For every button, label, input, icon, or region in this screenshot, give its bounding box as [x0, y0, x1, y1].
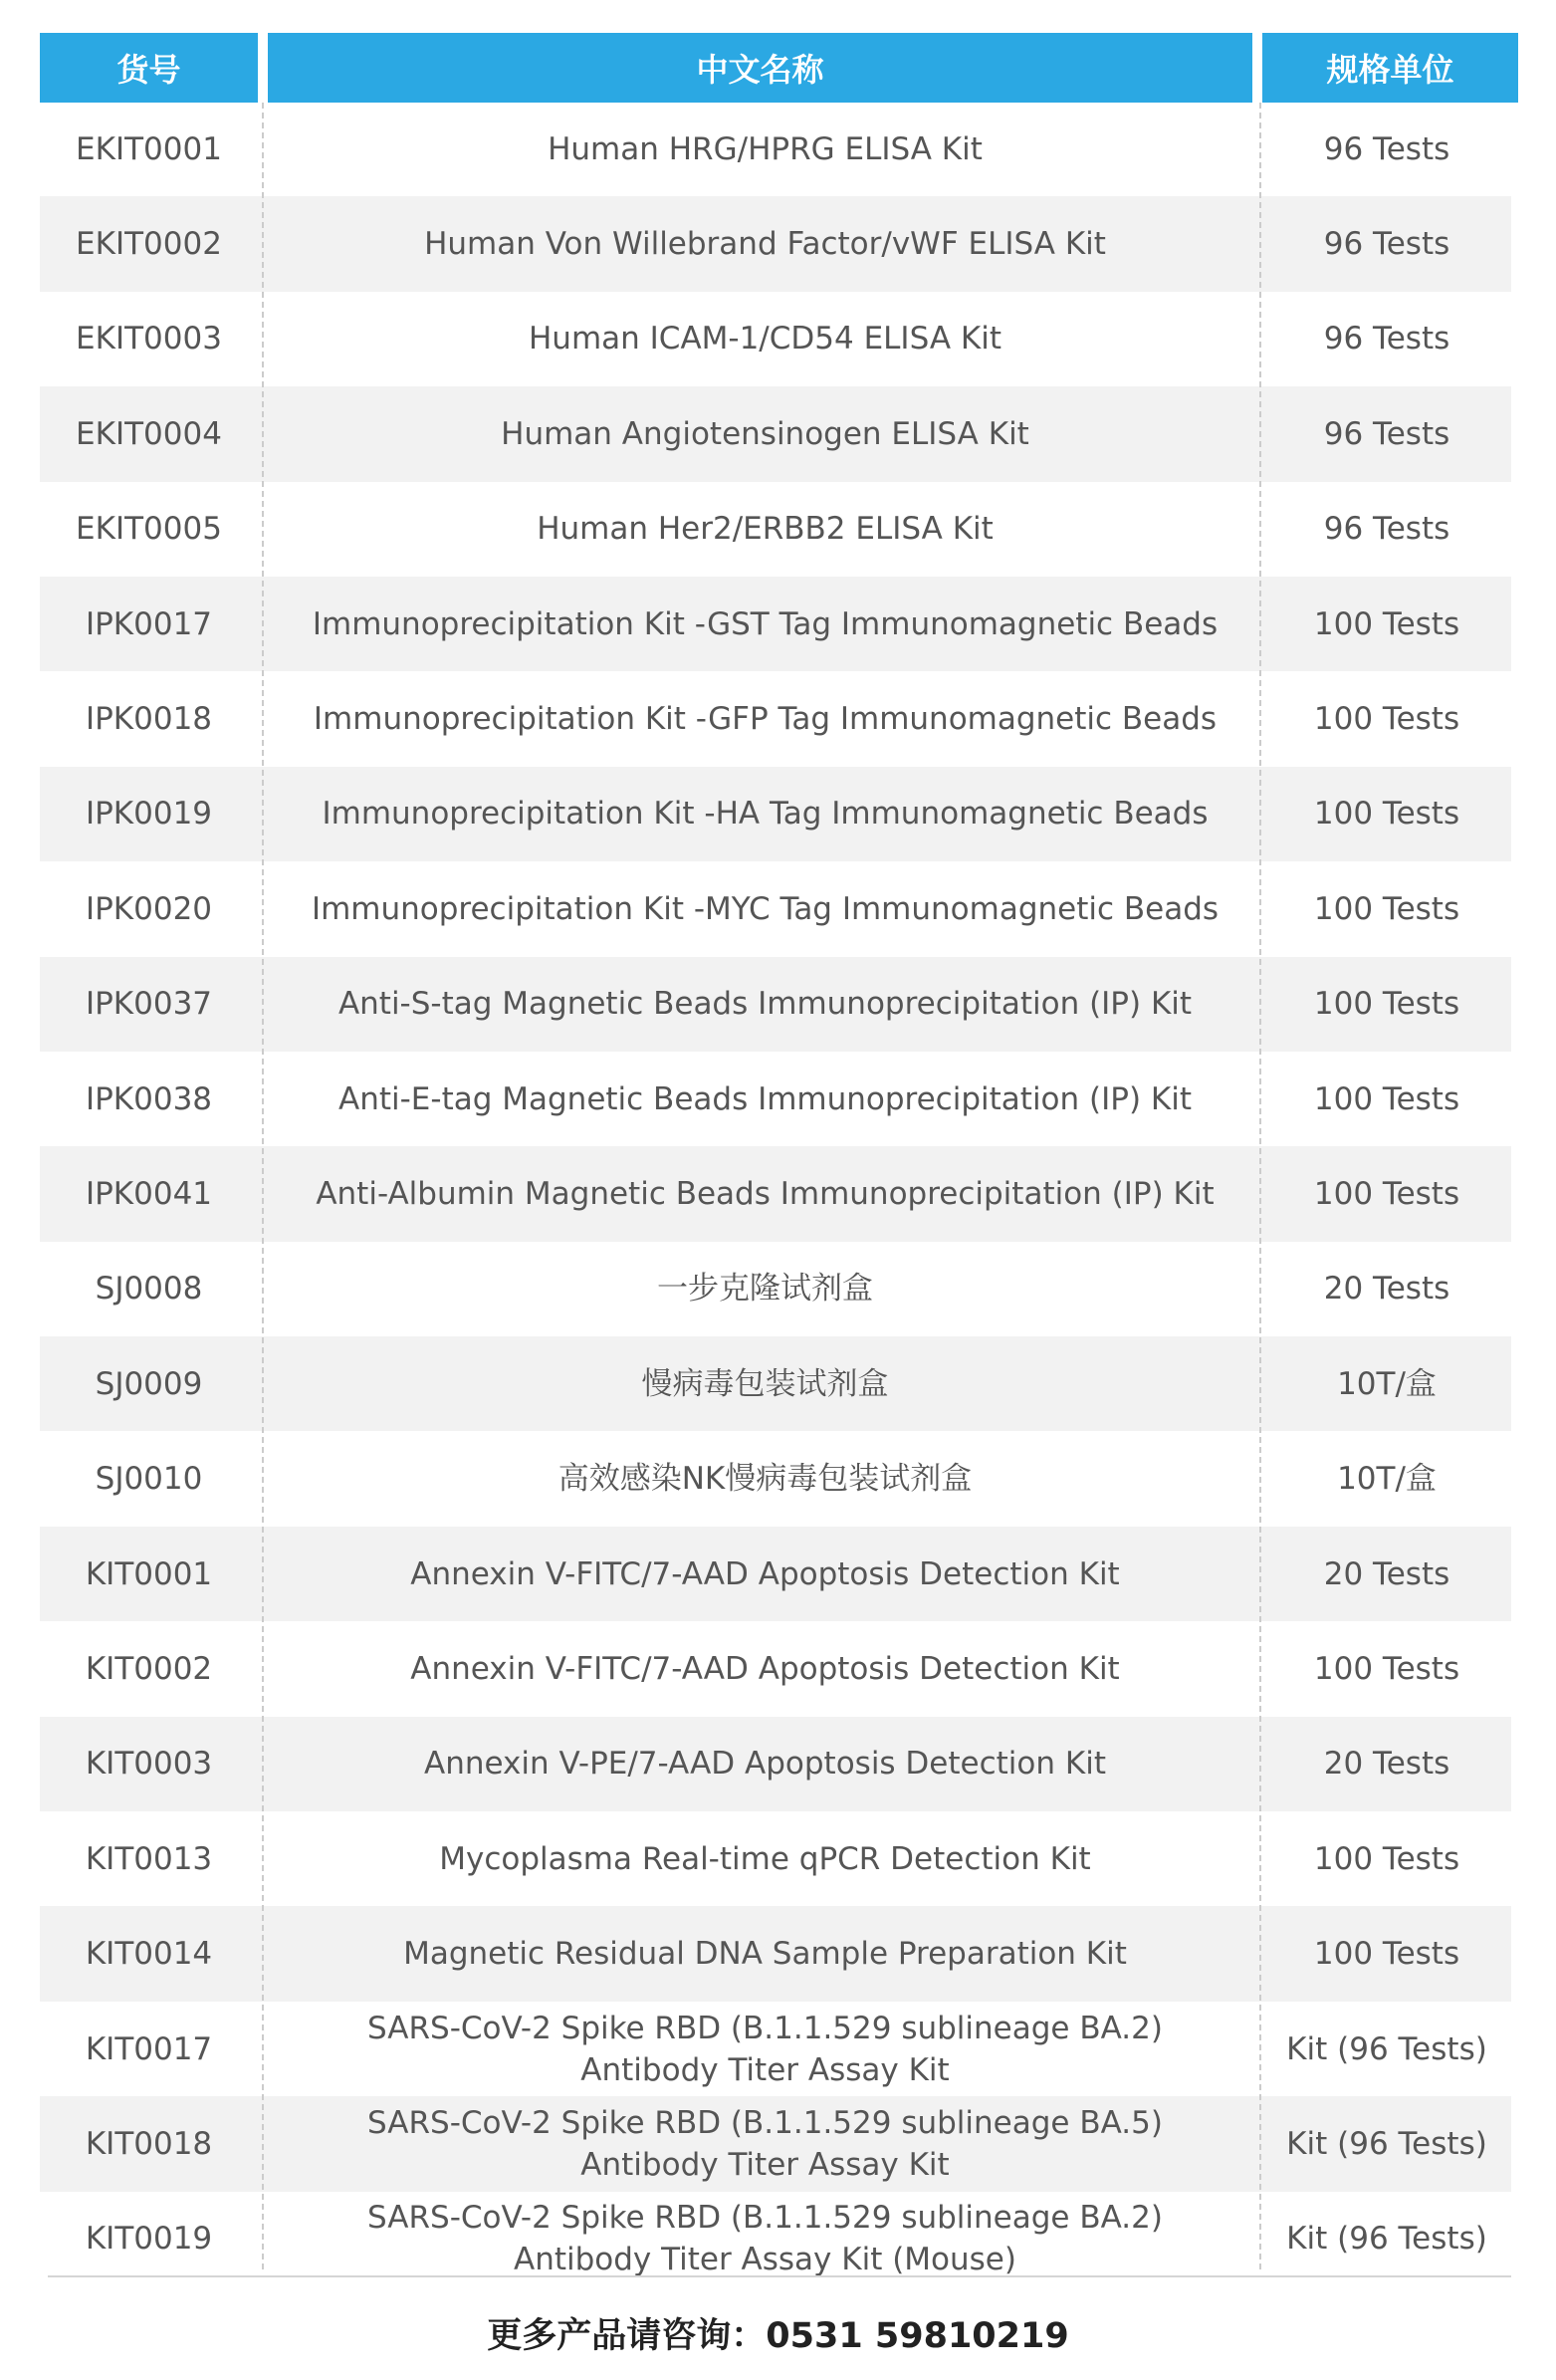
spec-unit: 100 Tests [1313, 1175, 1460, 1212]
table-row [40, 102, 1511, 196]
table-row [40, 1336, 1511, 1431]
spec-unit: 100 Tests [1313, 1650, 1460, 1687]
product-name: Annexin V-FITC/7-AAD Apoptosis Detection Kit [410, 1555, 1120, 1592]
product-name: Immunoprecipitation Kit -MYC Tag Immunomagnetic Beads [311, 890, 1220, 927]
item-code: EKIT0003 [76, 321, 222, 357]
item-code: EKIT0001 [76, 130, 222, 167]
item-code: SJ0009 [95, 1365, 203, 1402]
table-row [40, 861, 1511, 956]
item-code: IPK0041 [85, 1175, 213, 1212]
spec-unit: 96 Tests [1323, 321, 1450, 357]
column-divider [262, 103, 264, 2269]
table-row [40, 1717, 1511, 1811]
table-row [40, 1052, 1511, 1146]
spec-unit: 100 Tests [1313, 1840, 1460, 1877]
item-code: IPK0037 [85, 986, 213, 1023]
spec-unit: Kit (96 Tests) [1286, 2125, 1487, 2162]
spec-unit: 20 Tests [1323, 1555, 1450, 1592]
product-name: Human HRG/HPRG ELISA Kit [548, 130, 983, 167]
spec-unit: 10T/盒 [1337, 1365, 1437, 1402]
product-name: SARS-CoV-2 Spike RBD (B.1.1.529 sublineage BA.2) Antibody Titer Assay Kit (Mouse) [367, 2200, 1163, 2278]
product-name: 慢病毒包装试剂盒 [641, 1365, 889, 1402]
item-code: IPK0020 [85, 890, 213, 927]
table-row [40, 196, 1511, 291]
item-code: SJ0008 [95, 1271, 203, 1308]
product-name: Magnetic Residual DNA Sample Preparation Kit [403, 1936, 1127, 1973]
product-name: Human Von Willebrand Factor/vWF ELISA Kit [424, 226, 1106, 263]
item-code: EKIT0004 [76, 415, 222, 452]
column-divider [1259, 103, 1261, 2269]
spec-unit: 100 Tests [1313, 605, 1460, 642]
spec-unit: 100 Tests [1313, 986, 1460, 1023]
table-row [40, 957, 1511, 1052]
product-name: Immunoprecipitation Kit -GST Tag Immunomagnetic Beads [312, 605, 1219, 642]
table-row [40, 1527, 1511, 1621]
contact-footer: 更多产品请咨询：0531 59810219 [487, 2316, 1069, 2356]
item-code: KIT0019 [85, 2221, 213, 2258]
spec-unit: 96 Tests [1323, 226, 1450, 263]
product-name: Immunoprecipitation Kit -HA Tag Immunomagnetic Beads [322, 796, 1209, 833]
item-code: KIT0001 [85, 1555, 213, 1592]
item-code: IPK0018 [85, 701, 213, 738]
table-row [40, 1146, 1511, 1241]
item-code: KIT0017 [85, 2030, 213, 2067]
table-row [40, 1621, 1511, 1716]
table-row [40, 2002, 1511, 2096]
table-row [40, 1906, 1511, 2001]
product-name: 一步克隆试剂盒 [657, 1271, 873, 1308]
spec-unit: 10T/盒 [1337, 1461, 1437, 1498]
product-name: Mycoplasma Real-time qPCR Detection Kit [439, 1840, 1091, 1877]
spec-unit: 96 Tests [1323, 130, 1450, 167]
spec-unit: Kit (96 Tests) [1286, 2030, 1487, 2067]
product-name: Anti-S-tag Magnetic Beads Immunoprecipitation (IP) Kit [337, 986, 1193, 1023]
product-name: Immunoprecipitation Kit -GFP Tag Immunomagnetic Beads [313, 701, 1218, 738]
spec-unit: 100 Tests [1313, 796, 1460, 833]
product-table-body [40, 102, 1511, 2286]
spec-unit: 100 Tests [1313, 1080, 1460, 1117]
product-name: Anti-E-tag Magnetic Beads Immunoprecipitation (IP) Kit [337, 1080, 1192, 1117]
product-name: 高效感染NK慢病毒包装试剂盒 [557, 1461, 973, 1498]
header-spec-unit: 规格单位 [1262, 33, 1518, 103]
item-code: KIT0018 [85, 2125, 213, 2162]
product-name: SARS-CoV-2 Spike RBD (B.1.1.529 sublineage BA.5) Antibody Titer Assay Kit [367, 2104, 1163, 2183]
spec-unit: 100 Tests [1313, 701, 1460, 738]
item-code: IPK0019 [85, 796, 213, 833]
product-name: Anti-Albumin Magnetic Beads Immunoprecipitation (IP) Kit [316, 1175, 1215, 1212]
spec-unit: 96 Tests [1323, 511, 1450, 548]
product-name: Human Angiotensinogen ELISA Kit [501, 415, 1029, 452]
item-code: IPK0038 [85, 1080, 213, 1117]
table-row [40, 767, 1511, 861]
spec-unit: 100 Tests [1313, 890, 1460, 927]
table-row [40, 1811, 1511, 1906]
item-code: KIT0003 [85, 1746, 213, 1783]
spec-unit: 100 Tests [1313, 1936, 1460, 1973]
product-name: SARS-CoV-2 Spike RBD (B.1.1.529 sublineage BA.2) Antibody Titer Assay Kit [367, 2010, 1163, 2088]
product-name: Human ICAM-1/CD54 ELISA Kit [529, 321, 1001, 357]
spec-unit: 96 Tests [1323, 415, 1450, 452]
header-item-code: 货号 [40, 33, 258, 103]
table-row [40, 482, 1511, 577]
table-row [40, 292, 1511, 386]
spec-unit: 20 Tests [1323, 1271, 1450, 1308]
item-code: IPK0017 [85, 605, 213, 642]
table-row [40, 671, 1511, 766]
table-row [40, 2192, 1511, 2286]
spec-unit: 20 Tests [1323, 1746, 1450, 1783]
table-row [40, 386, 1511, 481]
table-bottom-divider [48, 2275, 1511, 2277]
item-code: KIT0013 [85, 1840, 213, 1877]
item-code: EKIT0005 [76, 511, 222, 548]
item-code: SJ0010 [95, 1461, 203, 1498]
table-row [40, 577, 1511, 671]
item-code: KIT0002 [85, 1650, 213, 1687]
product-name: Annexin V-FITC/7-AAD Apoptosis Detection Kit [410, 1650, 1120, 1687]
spec-unit: Kit (96 Tests) [1286, 2221, 1487, 2258]
item-code: EKIT0002 [76, 226, 222, 263]
product-name: Annexin V-PE/7-AAD Apoptosis Detection Kit [424, 1746, 1106, 1783]
header-chinese-name: 中文名称 [268, 33, 1252, 103]
item-code: KIT0014 [85, 1936, 213, 1973]
table-row [40, 1431, 1511, 1526]
table-row [40, 2096, 1511, 2191]
product-name: Human Her2/ERBB2 ELISA Kit [537, 511, 994, 548]
table-header [40, 33, 1518, 103]
table-row [40, 1242, 1511, 1336]
